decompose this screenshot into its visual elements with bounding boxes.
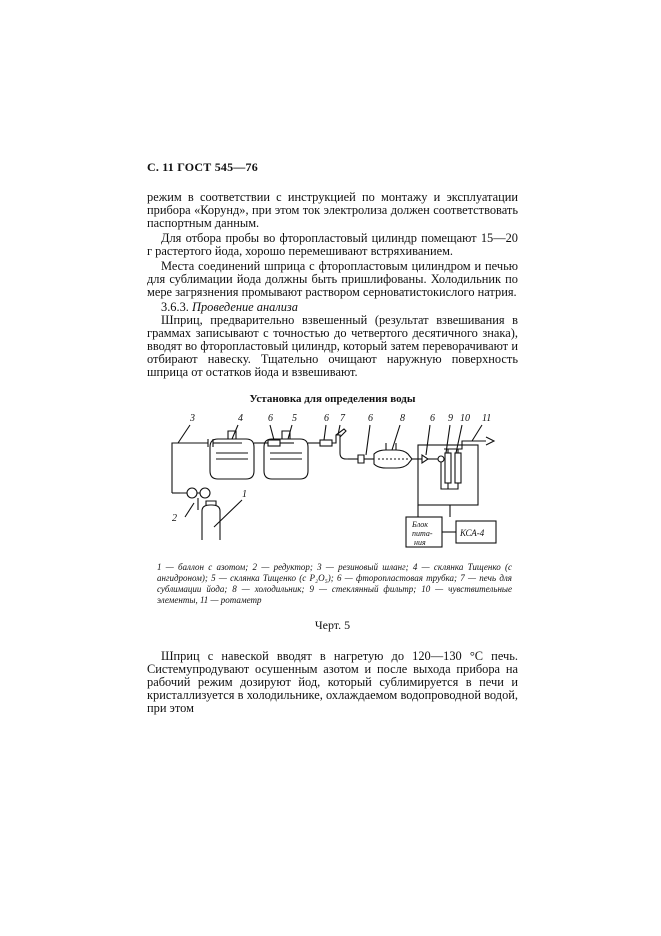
power-box-line-3: ния [414,538,426,547]
water-determination-apparatus-diagram [150,405,510,555]
condenser [358,443,412,468]
hose-line [172,443,208,493]
ptfe-tube-1 [268,440,280,446]
figure-legend: 1 — баллон с азотом; 2 — редуктор; 3 — резиновый шланг; 4 — склянка Тищенко (с ангидроном); 5 — склянка Тищенко (с P₂O₅); 6 — фторопластовая трубка; 7 — печь для сублимации йода; 8 — холодильник; 9 — стеклянный фильтр; 10 — чувствительные элементы, 11 — ротаметр [157,562,512,605]
label-8: 8 [400,413,405,424]
label-6c: 6 [368,413,373,424]
label-10: 10 [460,413,470,424]
top-text-block [147,191,518,379]
label-11: 11 [482,413,492,424]
paragraph-2: Для отбора пробы во фторопластовый цилиндр помещают 15—20 г растертого йода, хорошо перемешивают встряхиванием. [147,231,518,258]
section-number: 3.6.3. [161,300,189,314]
nitrogen-cylinder [202,501,220,540]
kca-label: КСА-4 [460,528,485,538]
label-6a: 6 [268,413,273,424]
paragraph-4: Шприц, предварительно взвешенный (результат взвешивания в граммах записывают с точностью до четвертого десятичного знака), вводят во фторопластовый цилиндр, который затем переворачивают и отбирают навеску. Тщательно очищают наружную поверхность шприца от остатков йода и взвешивают. [147,313,518,379]
section-title: Проведение анализа [192,300,298,314]
figure-caption: Черт. 5 [314,618,351,632]
figure-title: Установка для определения воды [249,393,416,405]
tishchenko-flask-p2o5 [262,431,308,479]
paragraph-1: режим в соответствии с инструкцией по монтажу и эксплуатации прибора «Корунд», при этом ток электролиза должен соответствовать паспортным данным. [147,190,518,230]
sublimation-furnace [332,429,348,459]
label-6b: 6 [324,413,329,424]
label-7: 7 [340,413,345,424]
power-box-line-1: Блок [412,520,429,529]
ptfe-tube-2 [320,440,332,446]
label-4: 4 [238,413,243,424]
reducer [180,488,210,510]
label-2: 2 [172,513,177,524]
label-1: 1 [242,489,247,500]
power-box-line-2: пита- [412,529,433,538]
rotameter-outlet [486,437,494,445]
paragraph-3: Места соединений шприца с фторопластовым цилиндром и печью для сублимации йода должны быть пришлифованы. Холодильник по мере загрязнения промывают раствором серноватистокислого натрия. [147,259,518,299]
page-header: С. 11 ГОСТ 545—76 [147,160,258,174]
label-5: 5 [292,413,297,424]
ptfe-tube-3 [422,455,428,463]
label-3: 3 [190,413,195,424]
measuring-cell-box [418,441,486,505]
bottom-text-block [147,650,518,715]
label-9: 9 [448,413,453,424]
label-6d: 6 [430,413,435,424]
paragraph-5: Шприц с навеской вводят в нагретую до 120—130 °С печь. Системупродувают осушенным азотом и после выхода прибора на рабочий режим дозируют йод, который сублимируется в печи и кристаллизуется в холодильнике, охлаждаемом водопроводной водой, при этом [147,649,518,715]
